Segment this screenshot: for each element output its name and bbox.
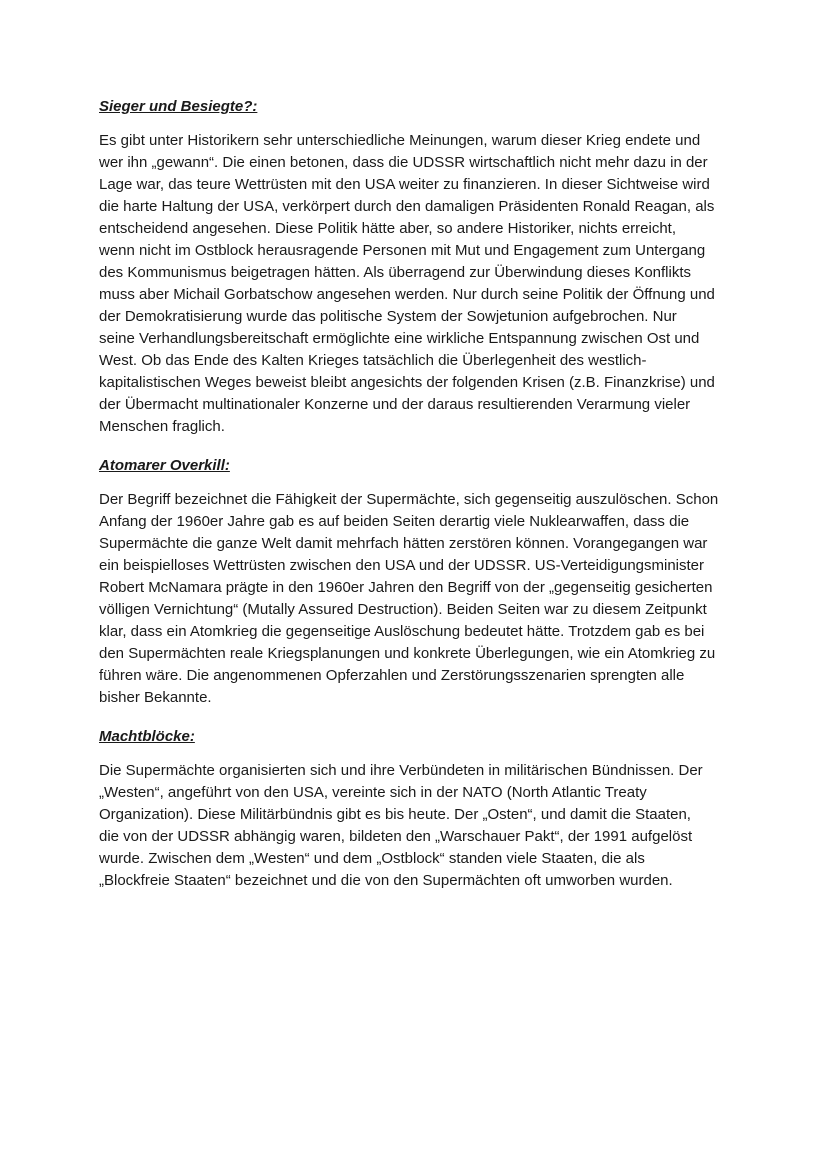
section-paragraph: [99, 760, 735, 892]
section-heading: Sieger und Besiegte?:: [99, 98, 258, 115]
text-line: Die Supermächte organisierten sich und ihre Verbündeten in militärischen Bündnissen. Der: [99, 762, 703, 779]
section-paragraph: [99, 130, 735, 438]
section-sieger-und-besiegte: [99, 96, 735, 438]
text-line: Lage war, das teure Wettrüsten mit den USA weiter zu finanzieren. In dieser Sichtweise wird: [99, 176, 710, 193]
section-heading: Machtblöcke:: [99, 728, 195, 745]
text-line: der Übermacht multinationaler Konzerne und der daraus resultierenden Verarmung vieler: [99, 396, 691, 413]
section-machtbloecke: [99, 726, 735, 892]
text-line: Organization). Diese Militärbündnis gibt es bis heute. Der „Osten“, und damit die Staaten,: [99, 806, 691, 823]
text-line: bisher Bekannte.: [99, 689, 212, 706]
text-line: des Kommunismus beigetragen hätten. Als überragend zur Überwindung dieses Konflikts: [99, 264, 692, 281]
text-line: Menschen fraglich.: [99, 418, 225, 435]
text-line: Anfang der 1960er Jahre gab es auf beiden Seiten derartig viele Nuklearwaffen, dass die: [99, 513, 690, 530]
section-atomarer-overkill: [99, 455, 735, 709]
text-line: seine Verhandlungsbereitschaft ermöglichte eine wirkliche Entspannung zwischen Ost und: [99, 330, 700, 347]
text-line: Der Begriff bezeichnet die Fähigkeit der Supermächte, sich gegenseitig auszulöschen. Schon: [99, 491, 719, 508]
text-line: „Blockfreie Staaten“ bezeichnet und die von den Supermächten oft umworben wurden.: [99, 872, 673, 889]
text-line: die harte Haltung der USA, verkörpert durch den damaligen Präsidenten Ronald Reagan, als: [99, 198, 715, 215]
document-content: [99, 96, 735, 892]
section-heading: Atomarer Overkill:: [99, 457, 230, 474]
text-line: kapitalistischen Weges beweist bleibt angesichts der folgenden Krisen (z.B. Finanzkrise) und: [99, 374, 715, 391]
text-line: ein beispielloses Wettrüsten zwischen den USA und der UDSSR. US-Verteidigungsminister: [99, 557, 705, 574]
text-line: Supermächte die ganze Welt damit mehrfach hätten zerstören können. Vorangegangen war: [99, 535, 708, 552]
section-paragraph: [99, 489, 735, 709]
text-line: wenn nicht im Ostblock herausragende Personen mit Mut und Engagement zum Untergang: [99, 242, 706, 259]
text-line: „Westen“, angeführt von den USA, vereinte sich in der NATO (North Atlantic Treaty: [99, 784, 647, 801]
text-line: wurde. Zwischen dem „Westen“ und dem „Ostblock“ standen viele Staaten, die als: [99, 850, 645, 867]
text-line: klar, dass ein Atomkrieg die gegenseitige Auslöschung bedeutet hätte. Trotzdem gab es bei: [99, 623, 705, 640]
text-line: wer ihn „gewann“. Die einen betonen, dass die UDSSR wirtschaftlich nicht mehr dazu in der: [99, 154, 708, 171]
text-line: der Demokratisierung wurde das politische System der Sowjetunion aufgebrochen. Nur: [99, 308, 677, 325]
text-line: völligen Vernichtung“ (Mutally Assured Destruction). Beiden Seiten war zu diesem Zeitpunkt: [99, 601, 707, 618]
text-line: Robert McNamara prägte in den 1960er Jahren den Begriff von der „gegenseitig gesicherten: [99, 579, 713, 596]
text-line: die von der UDSSR abhängig waren, bildeten den „Warschauer Pakt“, der 1991 aufgelöst: [99, 828, 693, 845]
text-line: Es gibt unter Historikern sehr unterschiedliche Meinungen, warum dieser Krieg endete und: [99, 132, 701, 149]
text-line: muss aber Michail Gorbatschow angesehen werden. Nur durch seine Politik der Öffnung und: [99, 286, 715, 303]
text-line: West. Ob das Ende des Kalten Krieges tatsächlich die Überlegenheit des westlich-: [99, 352, 647, 369]
text-line: den Supermächten reale Kriegsplanungen und konkrete Überlegungen, wie ein Atomkrieg zu: [99, 645, 716, 662]
text-line: führen wäre. Die angenommenen Opferzahlen und Zerstörungsszenarien sprengten alle: [99, 667, 685, 684]
text-line: entscheidend angesehen. Diese Politik hätte aber, so andere Historiker, nichts erreicht,: [99, 220, 677, 237]
